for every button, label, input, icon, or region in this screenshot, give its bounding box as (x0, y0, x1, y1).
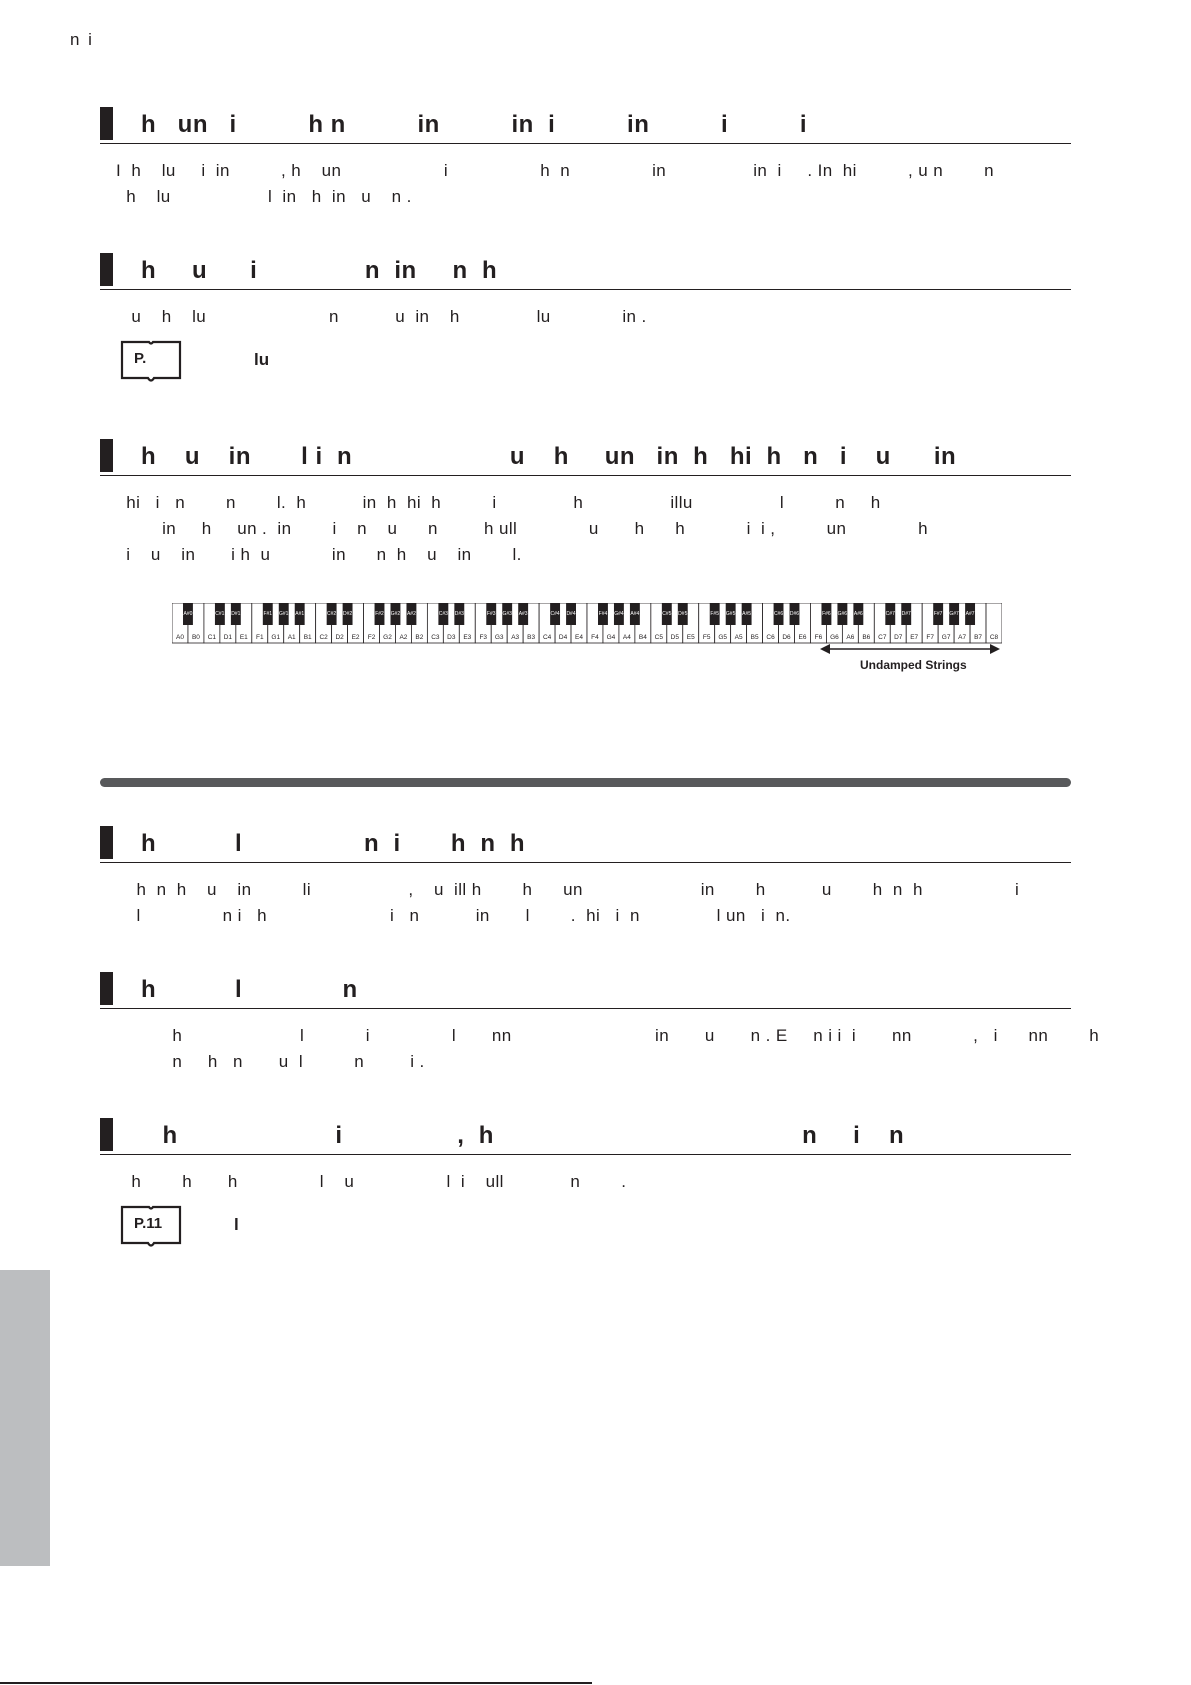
white-key-label: E4 (575, 634, 583, 641)
section-3 (100, 439, 1071, 568)
white-key-label: G5 (718, 634, 728, 641)
white-key-label: A2 (399, 634, 408, 641)
black-key-C#6 (774, 603, 784, 625)
black-key-label: F#7 (933, 611, 943, 617)
white-key-label: C5 (654, 634, 663, 641)
section-5-body: h l i l nn in u n . E n i i i nn , i nn h n h n u l n i . (172, 1026, 1100, 1071)
black-key-C#5 (662, 603, 672, 625)
black-key-A#5 (742, 603, 752, 625)
black-key-label: D#3 (454, 611, 464, 617)
black-key-D#7 (901, 603, 911, 625)
white-key-label: G6 (830, 634, 839, 641)
footer-rule (0, 1682, 592, 1684)
section-5 (100, 972, 1100, 1075)
black-key-A#0 (183, 603, 193, 625)
white-key-label: C7 (878, 634, 887, 641)
black-key-D#5 (678, 603, 688, 625)
black-key-G#5 (726, 603, 736, 625)
section-1 (100, 107, 1071, 210)
section-5-heading (100, 972, 1071, 1009)
heading-bar (100, 107, 113, 140)
white-key-label: B0 (191, 634, 200, 641)
white-key-label: E1 (239, 634, 248, 641)
section-4-body: h n h u in li , u ill h h un in h u h n h i l n i h i n in l . hi i n l un i n. (136, 880, 1020, 925)
white-key-label: F4 (591, 634, 599, 641)
white-key-label: A3 (511, 634, 520, 641)
black-key-G#7 (949, 603, 959, 625)
white-key-label: F6 (814, 634, 823, 641)
black-key-A#4 (630, 603, 640, 625)
black-key-label: A#1 (295, 611, 305, 617)
black-key-G#2 (391, 603, 401, 625)
black-key-label: A#2 (406, 611, 416, 617)
black-key-label: C#4 (550, 611, 560, 617)
black-key-label: F#6 (822, 611, 831, 617)
white-key-label: D1 (223, 634, 233, 641)
black-key-label: D#2 (342, 611, 353, 617)
heading-bar (100, 253, 113, 286)
black-key-label: D#4 (566, 611, 576, 617)
white-key-label: C8 (989, 634, 999, 641)
black-key-label: A#4 (630, 611, 640, 617)
black-key-D#3 (454, 603, 464, 625)
white-key-C8 (986, 603, 1002, 643)
white-key-label: E6 (798, 634, 807, 641)
section-2-body: u h lu n u in h lu in . (116, 307, 647, 326)
black-key-label: G#2 (390, 611, 401, 617)
white-key-label: D7 (894, 634, 903, 641)
white-key-label: E3 (463, 634, 472, 641)
page-reference-2[interactable] (120, 1205, 1071, 1249)
section-6 (100, 1118, 1071, 1249)
black-key-C#7 (885, 603, 895, 625)
white-key-label: D4 (558, 634, 568, 641)
section-6-body: h h h l u l i ull n . (116, 1172, 627, 1191)
black-key-G#4 (614, 603, 624, 625)
white-key-label: C2 (319, 634, 328, 641)
black-key-A#6 (853, 603, 863, 625)
black-key-label: A#5 (742, 611, 752, 617)
white-key-label: B5 (750, 634, 759, 641)
section-6-title: h i , h n i n (141, 1122, 905, 1149)
white-key-label: D5 (670, 634, 679, 641)
black-key-label: F#2 (375, 611, 384, 617)
section-1-title: h un i h n in in i in i i (141, 111, 808, 138)
page-reference-1[interactable] (120, 340, 1071, 384)
black-key-label: A#7 (965, 611, 975, 617)
white-key-label: B7 (974, 634, 983, 641)
black-key-label: C#2 (327, 611, 337, 617)
black-key-label: F#3 (486, 611, 496, 617)
black-key-F#2 (375, 603, 385, 625)
white-key-label: D2 (335, 634, 344, 641)
black-key-label: G#4 (614, 611, 624, 617)
white-key-label: C3 (431, 634, 440, 641)
black-key-G#3 (502, 603, 512, 625)
black-key-C#3 (438, 603, 448, 625)
black-key-label: C#3 (438, 611, 448, 617)
section-4 (100, 826, 1071, 929)
white-key-label: F1 (255, 634, 264, 641)
white-key-label: G2 (383, 634, 392, 641)
black-key-label: D#6 (789, 611, 800, 617)
black-key-label: C#5 (662, 611, 672, 617)
black-key-label: F#4 (598, 611, 608, 617)
section-1-heading (100, 107, 1071, 144)
black-key-label: F#1 (263, 611, 273, 617)
black-key-label: C#1 (215, 611, 225, 617)
white-key-label: B2 (415, 634, 424, 641)
section-3-heading (100, 439, 1071, 476)
black-key-D#6 (790, 603, 800, 625)
section-2-heading (100, 253, 1071, 290)
white-key-label: G3 (494, 634, 504, 641)
black-key-F#6 (821, 603, 831, 625)
black-key-label: G#5 (725, 611, 736, 617)
page-reference-label: P. (134, 350, 147, 367)
section-divider (100, 778, 1071, 787)
black-key-A#1 (295, 603, 305, 625)
section-3-title: h u in l i n u h un in h hi h n i u in (141, 443, 957, 470)
black-key-C#1 (215, 603, 225, 625)
section-4-title: h l n i h n h (141, 830, 526, 857)
white-key-label: E5 (686, 634, 695, 641)
black-key-label: G#1 (279, 611, 289, 617)
black-key-A#2 (406, 603, 416, 625)
section-2-title: h u i n in n h (141, 257, 498, 284)
black-key-A#7 (965, 603, 975, 625)
heading-bar (100, 439, 113, 472)
undamped-range-arrow (820, 642, 1000, 656)
black-key-F#4 (598, 603, 608, 625)
section-5-title: h l n (141, 976, 358, 1003)
black-key-D#4 (566, 603, 576, 625)
black-key-G#1 (279, 603, 289, 625)
black-key-label: A#6 (853, 611, 863, 617)
black-key-label: D#7 (901, 611, 911, 617)
black-key-label: G#6 (837, 611, 848, 617)
black-key-F#7 (933, 603, 943, 625)
page-reference-label: P.11 (134, 1215, 163, 1232)
white-key-label: A4 (622, 634, 631, 641)
heading-bar (100, 1118, 113, 1151)
white-key-label: A1 (287, 634, 296, 641)
white-key-label: D3 (447, 634, 456, 641)
white-key-label: B6 (862, 634, 871, 641)
white-key-label: A0 (176, 634, 184, 641)
black-key-D#2 (343, 603, 353, 625)
section-2 (100, 253, 1071, 384)
black-key-label: A#3 (518, 611, 528, 617)
black-key-label: F#5 (710, 611, 720, 617)
white-key-label: E7 (910, 634, 919, 641)
black-key-A#3 (518, 603, 528, 625)
section-3-body: hi i n n l. h in h hi h i h illu l n h in h un . in i n u n h ull u h h i i , un h i u in i h u in n h u in l. (126, 493, 928, 564)
white-key-label: D6 (782, 634, 791, 641)
white-key-label: B3 (527, 634, 536, 641)
black-key-label: C#7 (885, 611, 895, 617)
page-reference-text: l (234, 1215, 239, 1234)
black-key-F#5 (710, 603, 720, 625)
black-key-label: G#7 (949, 611, 959, 617)
black-key-label: D#5 (678, 611, 688, 617)
book-icon (120, 340, 182, 384)
black-key-label: A#0 (183, 611, 193, 617)
black-key-label: D#1 (231, 611, 241, 617)
white-key-label: B1 (303, 634, 312, 641)
white-key-label: C4 (542, 634, 552, 641)
black-key-F#1 (263, 603, 273, 625)
white-key-label: F2 (367, 634, 376, 641)
black-key-D#1 (231, 603, 241, 625)
white-key-label: F3 (479, 634, 488, 641)
white-key-label: C6 (766, 634, 775, 641)
white-key-label: B4 (638, 634, 647, 641)
white-key-label: A5 (734, 634, 743, 641)
side-tab (0, 1270, 50, 1566)
black-key-F#3 (486, 603, 496, 625)
white-key-label: F5 (702, 634, 711, 641)
black-key-C#4 (550, 603, 560, 625)
black-key-label: C#6 (773, 611, 784, 617)
white-key-label: E2 (351, 634, 360, 641)
heading-bar (100, 826, 113, 859)
white-key-label: A7 (958, 634, 967, 641)
white-key-label: F7 (926, 634, 934, 641)
white-key-label: C1 (207, 634, 217, 641)
white-key-label: G4 (606, 634, 616, 641)
black-key-C#2 (327, 603, 337, 625)
black-key-label: G#3 (502, 611, 512, 617)
white-key-label: G7 (941, 634, 951, 641)
black-key-G#6 (837, 603, 847, 625)
section-6-heading (100, 1118, 1071, 1155)
heading-bar (100, 972, 113, 1005)
white-key-label: G1 (271, 634, 281, 641)
running-head: n i (70, 30, 94, 49)
page-reference-text: lu (254, 350, 270, 369)
undamped-strings-caption: Undamped Strings (860, 658, 967, 672)
section-4-heading (100, 826, 1071, 863)
white-key-label: A6 (846, 634, 855, 641)
section-1-body: I h lu i in , h un i h n in in i . In hi , u n n h lu l in h in u n . (116, 161, 994, 206)
